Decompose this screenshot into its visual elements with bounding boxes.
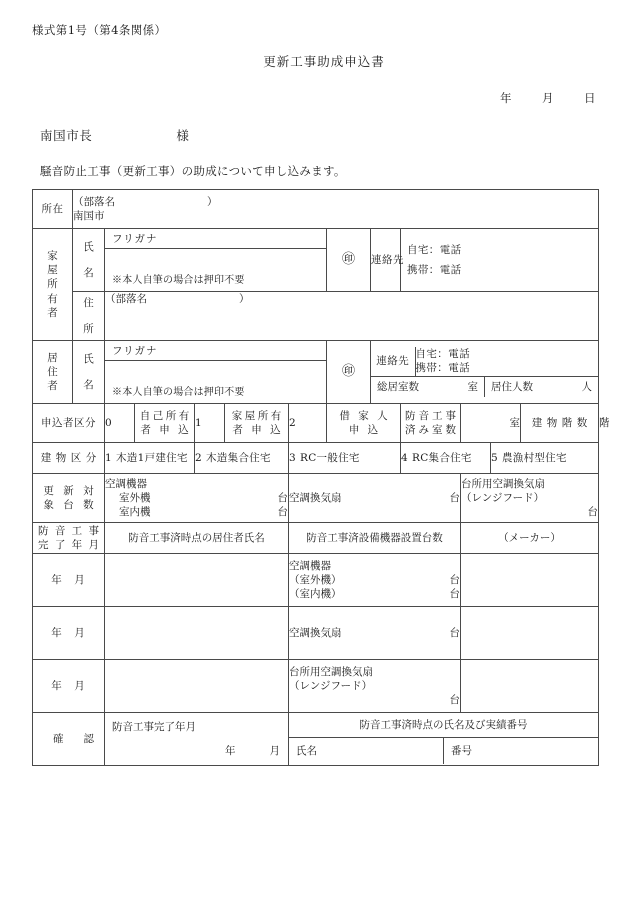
resident-label-char-0: 居 xyxy=(47,351,58,364)
soundproof-row-0-equipment[interactable] xyxy=(289,554,461,607)
owner-name-label xyxy=(73,229,105,292)
resident-seal-note: ※本人自筆の場合は押印不要 xyxy=(112,387,245,399)
location-village-label: （部落名 xyxy=(73,195,115,208)
confirmation-record-inner-table xyxy=(289,714,598,763)
location-value-cell[interactable] xyxy=(73,190,599,229)
owner-tel-home: 自宅：電話 xyxy=(407,243,462,256)
table-row-soundproof-0 xyxy=(33,554,599,607)
resident-name-label-char-0: 氏 xyxy=(83,352,94,365)
renewal-kitchen-fan-title: 台所用空調換気扇 xyxy=(461,477,545,490)
location-village-line xyxy=(73,195,598,209)
done-rooms-value-cell[interactable] xyxy=(461,404,521,443)
applicant-option-1-line2: 者 申 込 xyxy=(232,424,284,436)
soundproof-header-maker: （メーカー） xyxy=(461,523,599,554)
renewal-ac-outdoor-label: 室外機 xyxy=(119,491,151,504)
owner-name-label-char-1: 名 xyxy=(83,267,94,279)
table-row-owner-name xyxy=(33,229,599,292)
confirmation-completion-month: 月 xyxy=(269,744,280,757)
confirmation-completion-date xyxy=(112,735,280,758)
building-type-option-3[interactable] xyxy=(401,443,491,474)
addressee-name: 南国市長 xyxy=(40,128,93,143)
done-rooms-label xyxy=(401,404,461,443)
table-row-applicant-type xyxy=(33,404,599,443)
renewal-ac-indoor-line xyxy=(105,505,288,519)
resident-rooms-inner-table xyxy=(371,377,598,397)
location-village-close: ） xyxy=(207,195,218,208)
location-city: 南国市 xyxy=(73,210,105,222)
soundproof-row-0-date[interactable]: 年 月 xyxy=(33,554,105,607)
table-row-location xyxy=(33,190,599,229)
building-type-option-0[interactable] xyxy=(105,443,195,474)
confirmation-name-label: 氏名 xyxy=(296,744,317,757)
resident-rooms-row xyxy=(371,376,598,397)
applicant-option-1-number[interactable]: 1 xyxy=(195,404,225,443)
building-type-option-2[interactable] xyxy=(289,443,401,474)
total-rooms-label: 総居室数 xyxy=(377,380,419,393)
application-form-table xyxy=(32,189,610,766)
owner-contact-label: 連絡先 xyxy=(371,229,401,292)
table-row-soundproof-1 xyxy=(33,607,599,660)
owner-label-char-1: 屋 xyxy=(47,264,58,277)
soundproof-row-0-maker[interactable] xyxy=(461,554,599,607)
owner-section-label xyxy=(33,229,73,341)
owner-address-label-char-0: 住 xyxy=(83,296,94,309)
date-month-label: 月 xyxy=(542,91,554,105)
renewal-kitchen-fan-sub: （レンジフード） xyxy=(461,491,545,504)
soundproof-header-label xyxy=(33,523,105,554)
done-rooms-label-line2: 済み室数 xyxy=(405,424,459,436)
applicant-option-0-line2: 者 申 込 xyxy=(140,424,192,436)
soundproof-row-0-equipment-label2: （室内機） xyxy=(289,588,342,601)
addressee xyxy=(40,126,190,144)
soundproof-row-0-equipment-line1 xyxy=(289,573,460,587)
total-rooms-cell[interactable] xyxy=(371,377,485,397)
resident-contact-label: 連絡先 xyxy=(371,347,415,376)
table-row-confirmation xyxy=(33,713,599,766)
confirmation-name-field[interactable] xyxy=(289,737,444,764)
building-type-option-0-number: 1 xyxy=(105,451,112,464)
building-type-option-0-text: 木造1戸建住宅 xyxy=(115,451,188,464)
total-rooms-line xyxy=(377,380,478,394)
applicant-option-1-text[interactable] xyxy=(225,404,289,443)
date-line xyxy=(500,90,596,106)
owner-label-char-3: 有 xyxy=(47,292,58,305)
table-row-soundproof-2 xyxy=(33,660,599,713)
confirmation-completion-cell[interactable] xyxy=(105,713,289,766)
resident-tel-home: 自宅：電話 xyxy=(415,348,470,361)
owner-address-label-char-1: 所 xyxy=(83,323,94,335)
owner-address-village-line xyxy=(105,292,598,306)
resident-contact-row xyxy=(371,347,598,361)
resident-name-input[interactable] xyxy=(105,361,326,386)
soundproof-row-0-equipment-label1: （室外機） xyxy=(289,573,342,586)
resident-name-label-char-1: 名 xyxy=(83,379,94,391)
owner-seal-note: ※本人自筆の場合は押印不要 xyxy=(112,275,245,287)
building-type-option-4-number: 5 xyxy=(491,451,498,464)
applicant-option-2-text[interactable] xyxy=(327,404,401,443)
resident-rooms-cell xyxy=(371,376,598,397)
resident-label-char-2: 者 xyxy=(47,380,58,393)
owner-name-cell[interactable] xyxy=(105,229,327,292)
applicant-option-0-number[interactable]: 0 xyxy=(105,404,135,443)
confirmation-record-header-row xyxy=(289,714,598,737)
resident-contact-cell xyxy=(371,341,599,404)
date-year-label: 年 xyxy=(500,91,512,105)
confirmation-number-field[interactable] xyxy=(444,737,599,764)
resident-tel-mobile: 携帯：電話 xyxy=(415,361,598,376)
soundproof-row-0-equipment-unit2: 台 xyxy=(449,588,460,601)
resident-furigana-label: フリガナ xyxy=(105,342,326,361)
owner-address-village-label: （部落名 xyxy=(105,293,147,305)
building-type-option-3-number: 4 xyxy=(401,451,408,464)
soundproof-header-resident-name: 防音工事済時点の居住者氏名 xyxy=(105,523,289,554)
renewal-ac-indoor-unit: 台 xyxy=(277,506,288,519)
residents-count-unit: 人 xyxy=(581,380,592,393)
renewal-vent-fan-line xyxy=(289,491,460,505)
soundproof-row-2-equipment-title: 台所用空調換気扇 xyxy=(289,665,373,678)
owner-name-label-char-0: 氏 xyxy=(83,240,94,253)
renewal-ac-indoor-label: 室内機 xyxy=(119,506,151,519)
addressee-honorific: 様 xyxy=(176,128,190,143)
table-row-renewal-count xyxy=(33,474,599,523)
residents-count-cell[interactable] xyxy=(485,377,599,397)
soundproof-header-label-line1: 防 音 工 事 xyxy=(37,524,101,537)
renewal-vent-fan-unit: 台 xyxy=(449,491,460,504)
building-type-option-3-text: RC集合住宅 xyxy=(411,451,472,464)
building-type-option-4[interactable] xyxy=(491,443,599,474)
confirmation-record-header: 防音工事済時点の氏名及び実績番号 xyxy=(289,714,598,737)
soundproof-row-2-maker[interactable] xyxy=(461,660,599,713)
confirmation-completion-label: 防音工事完了年月 xyxy=(112,721,196,734)
form-number: 様式第1号（第4条関係） xyxy=(32,23,167,37)
soundproof-row-0-equipment-title: 空調機器 xyxy=(289,559,331,572)
resident-contact-inner-table xyxy=(371,347,598,397)
confirmation-record-cell xyxy=(289,713,599,766)
table-row-resident xyxy=(33,341,599,404)
soundproof-row-0-equipment-unit1: 台 xyxy=(449,573,460,586)
page-title: 更新工事助成申込書 xyxy=(263,54,385,69)
renewal-kitchen-fan-unit: 台 xyxy=(587,506,598,519)
building-type-option-2-text: RC一般住宅 xyxy=(299,451,360,464)
building-type-option-1-number: 2 xyxy=(195,451,202,464)
resident-name-cell[interactable] xyxy=(105,341,327,404)
owner-address-cell[interactable] xyxy=(105,292,599,341)
soundproof-row-2-equipment-sub: （レンジフード） xyxy=(289,679,373,692)
owner-label-char-0: 家 xyxy=(47,250,58,263)
applicant-option-2-number[interactable]: 2 xyxy=(289,404,327,443)
resident-seal-icon[interactable]: ㊞ xyxy=(327,341,371,404)
building-type-option-1[interactable] xyxy=(195,443,289,474)
building-type-option-4-text: 農漁村型住宅 xyxy=(501,451,567,464)
soundproof-row-1-equipment-unit1: 台 xyxy=(449,626,460,639)
table-row-building-type xyxy=(33,443,599,474)
total-rooms-unit: 室 xyxy=(467,380,478,393)
done-rooms-unit: 室 xyxy=(509,416,520,429)
soundproof-row-1-equipment-title: 空調換気扇 xyxy=(289,626,342,639)
renewal-vent-fan-label: 空調換気扇 xyxy=(289,491,342,504)
renewal-count-label xyxy=(33,474,105,523)
renewal-count-label-line2: 象 台 数 xyxy=(43,499,97,511)
soundproof-row-1-resident[interactable] xyxy=(105,607,289,660)
table-row-owner-address xyxy=(33,292,599,341)
location-label: 所在 xyxy=(33,190,73,229)
soundproof-header-label-line2: 完 了 年 月 xyxy=(37,539,101,551)
owner-address-village-close: ） xyxy=(239,293,250,305)
soundproof-row-1-equipment[interactable] xyxy=(289,607,461,660)
applicant-option-0-text[interactable] xyxy=(135,404,195,443)
confirmation-record-fields-row xyxy=(289,737,598,764)
intro-statement: 騒音防止工事（更新工事）の助成について申し込みます。 xyxy=(40,164,346,178)
soundproof-row-0-equipment-line2 xyxy=(289,587,460,601)
resident-rooms-inner-row xyxy=(371,377,598,397)
renewal-ac-cell[interactable] xyxy=(105,474,289,523)
owner-name-input[interactable] xyxy=(105,249,326,274)
owner-furigana-label: フリガナ xyxy=(105,230,326,249)
confirmation-number-label: 番号 xyxy=(451,744,472,757)
soundproof-row-1-maker[interactable] xyxy=(461,607,599,660)
building-floors-label: 建物階数 xyxy=(521,404,599,443)
owner-seal-icon[interactable]: ㊞ xyxy=(327,229,371,292)
residents-count-line xyxy=(491,380,592,394)
residents-count-label: 居住人数 xyxy=(491,380,533,393)
owner-label-char-2: 所 xyxy=(47,278,58,291)
soundproof-row-0-resident[interactable] xyxy=(105,554,289,607)
building-type-option-2-number: 3 xyxy=(289,451,296,464)
done-rooms-label-line1: 防音工事 xyxy=(405,409,459,422)
table-row-soundproof-header xyxy=(33,523,599,554)
renewal-ac-outdoor-line xyxy=(105,491,288,505)
building-type-option-1-text: 木造集合住宅 xyxy=(205,451,271,464)
applicant-option-0-line1: 自己所有 xyxy=(139,409,192,422)
confirmation-label: 確認 xyxy=(33,713,105,766)
soundproof-row-2-date[interactable]: 年 月 xyxy=(33,660,105,713)
soundproof-row-1-equipment-line1 xyxy=(289,626,460,640)
confirmation-completion-year: 年 xyxy=(225,744,236,757)
date-day-label: 日 xyxy=(584,91,596,105)
renewal-count-label-line1: 更 新 対 xyxy=(43,484,97,497)
building-floors-unit: 階 xyxy=(599,416,610,429)
owner-contact-cell[interactable] xyxy=(401,229,599,292)
building-type-label: 建物区分 xyxy=(33,443,105,474)
soundproof-header-equipment-count: 防音工事済設備機器設置台数 xyxy=(289,523,461,554)
resident-name-label xyxy=(73,341,105,404)
applicant-option-1-line1: 家屋所有 xyxy=(231,409,284,422)
owner-label-char-4: 者 xyxy=(47,306,58,319)
owner-tel-mobile: 携帯：電話 xyxy=(407,264,462,276)
soundproof-row-2-equipment-unit1: 台 xyxy=(449,694,460,707)
applicant-option-2-line1: 借 家 人 xyxy=(339,409,391,422)
applicant-type-label: 申込者区分 xyxy=(33,404,105,443)
renewal-ac-title: 空調機器 xyxy=(105,477,147,490)
renewal-kitchen-fan-cell[interactable] xyxy=(461,474,599,523)
renewal-ac-outdoor-unit: 台 xyxy=(277,491,288,504)
soundproof-row-2-resident[interactable] xyxy=(105,660,289,713)
resident-label-char-1: 住 xyxy=(47,365,58,378)
owner-address-label xyxy=(73,292,105,341)
resident-section-label xyxy=(33,341,73,404)
soundproof-row-1-date[interactable]: 年 月 xyxy=(33,607,105,660)
applicant-option-2-line2: 申 込 xyxy=(348,424,381,436)
soundproof-row-2-equipment[interactable] xyxy=(289,660,461,713)
renewal-vent-fan-cell[interactable] xyxy=(289,474,461,523)
